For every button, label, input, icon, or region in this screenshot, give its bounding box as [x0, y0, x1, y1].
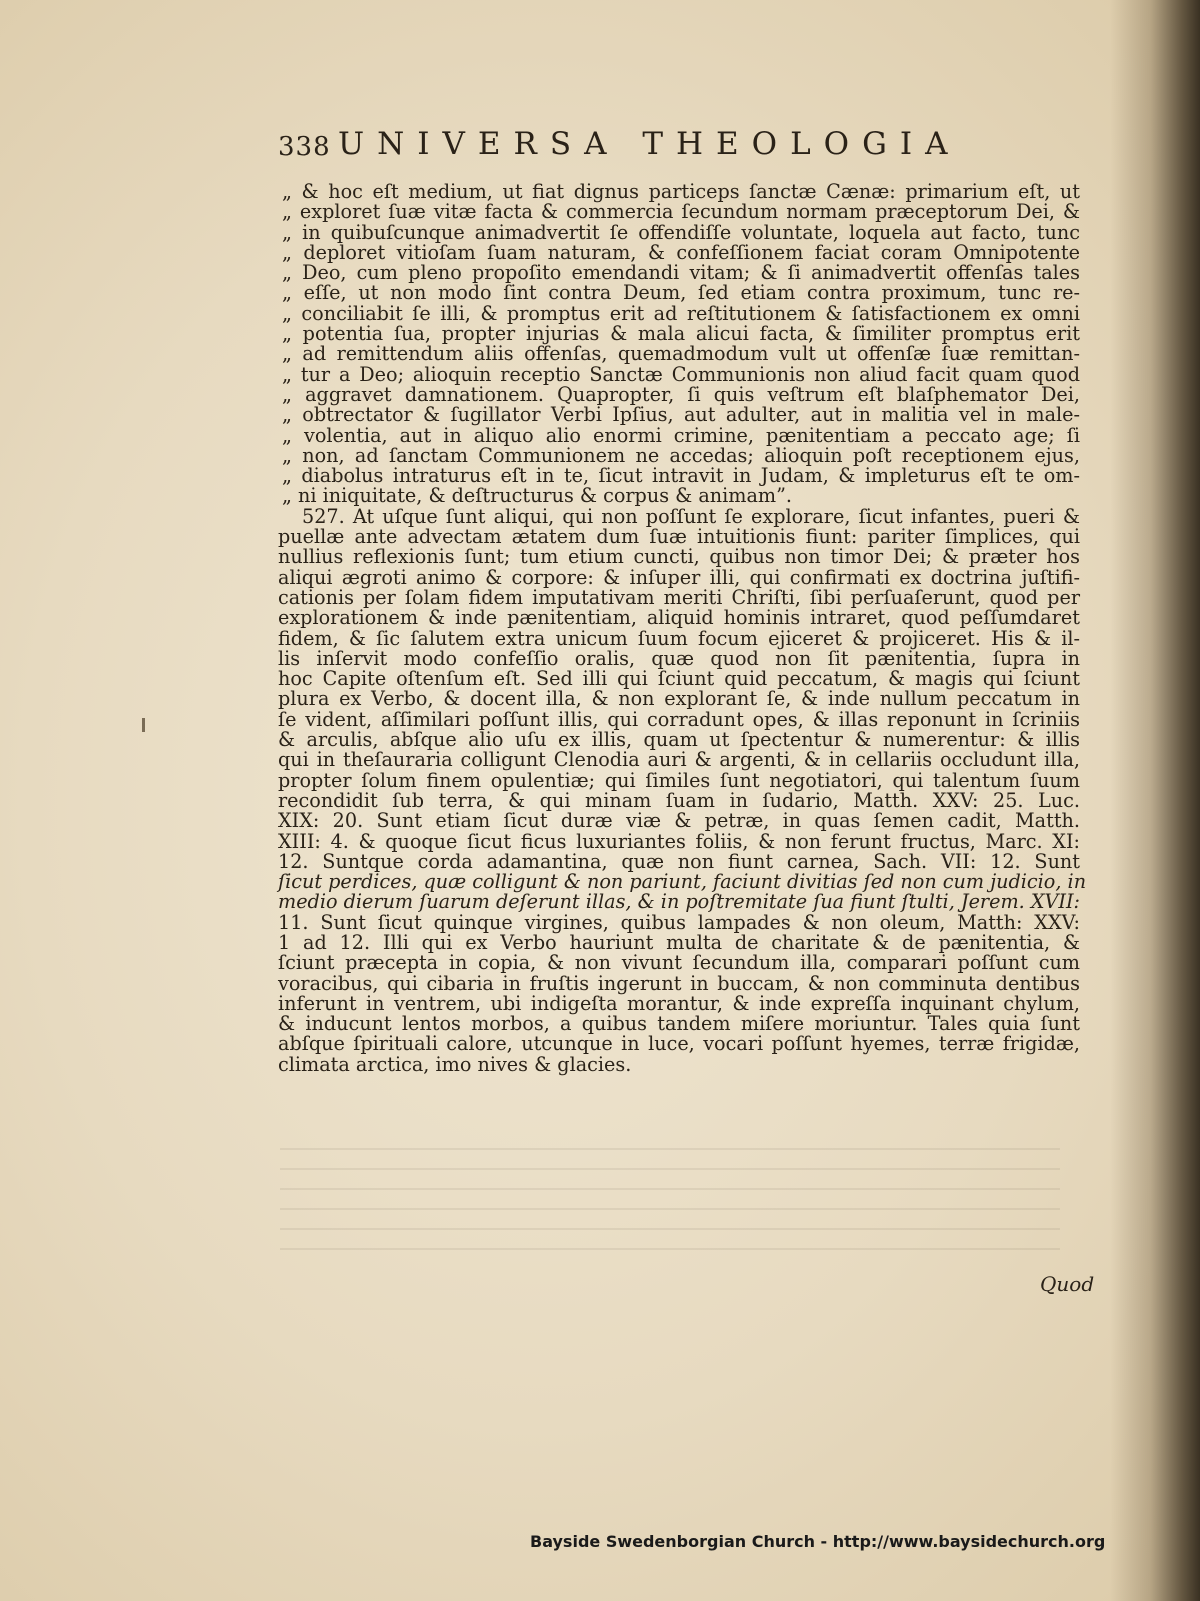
text-line: „ diabolus intraturus eſt in te, ſicut intravit in Judam, & impleturus eſt te om- [282, 464, 1080, 488]
text-line: 1 ad 12. Illi qui ex Verbo hauriunt multa de charitate & de pænitentia, & [278, 930, 1080, 954]
text-line: 12. Suntque corda adamantina, quæ non fiunt carnea, Sach. VII: 12. Sunt [278, 849, 1080, 873]
text-line: qui in theſauraria colligunt Clenodia auri & argenti, & in cellariis occludunt illa, [278, 748, 1080, 772]
spine-shadow [1110, 0, 1200, 1601]
text-line: „ ni iniquitate, & deſtructurus & corpus & animam”. [282, 484, 792, 508]
running-title: UNIVERSA THEOLOGIA [338, 126, 961, 162]
text-line: puellæ ante advectam ætatem dum ſuæ intuitionis fiunt: pariter ſimplices, qui [278, 525, 1080, 549]
text-line: aliqui ægroti animo & corpore: & inſuper illi, qui confirmati ex doctrina juſtifi- [278, 565, 1080, 589]
text-line: ſciunt præcepta in copia, & non vivunt ſecundum illa, comparari poſſunt cum [278, 951, 1080, 975]
text-line: 11. Sunt ſicut quinque virgines, quibus lampades & non oleum, Matth: XXV: [278, 910, 1080, 934]
page-number: 338 [278, 132, 331, 162]
text-line: „ obtrectator & ſugillator Verbi Ipſius, aut adulter, aut in malitia vel in male- [282, 403, 1080, 427]
text-line: medio dierum ſuarum deſerunt illas, & in poſtremitate ſua fiunt ſtulti, Jerem. XVII: [278, 890, 1080, 914]
text-line: XIX: 20. Sunt etiam ſicut duræ viæ & petræ, in quas ſemen cadit, Matth. [278, 809, 1080, 833]
text-line: & inducunt lentos morbos, a quibus tandem miſere moriuntur. Tales quia ſunt [278, 1012, 1080, 1036]
text-line: plura ex Verbo, & docent illa, & non explorant ſe, & inde nullum peccatum in [278, 687, 1080, 711]
text-line: 527. At uſque ſunt aliqui, qui non poſſunt ſe explorare, ſicut infantes, pueri & [302, 504, 1080, 528]
text-line: recondidit ſub terra, & qui minam ſuam in ſudario, Matth. XXV: 25. Luc. [278, 788, 1080, 812]
text-line: „ potentia ſua, propter injurias & mala alicui facta, & ſimiliter promptus erit [282, 322, 1080, 346]
text-line: „ eſſe, ut non modo ſint contra Deum, ſed etiam contra proximum, tunc re- [282, 281, 1080, 305]
text-line: propter ſolum finem opulentiæ; qui ſimiles ſunt negotiatori, qui talentum ſuum [278, 768, 1080, 792]
watermark-text: Bayside Swedenborgian Church - http://www.baysidechurch.org [530, 1532, 1106, 1551]
bleed-through [280, 1148, 1060, 1268]
body-text [278, 180, 1087, 1076]
text-line: hoc Capite oſtenſum eſt. Sed illi qui ſciunt quid peccatum, & magis qui ſciunt [278, 667, 1080, 691]
text-line: „ non, ad ſanctam Communionem ne accedas; alioquin poſt receptionem ejus, [282, 443, 1080, 467]
margin-mark [142, 718, 145, 732]
text-line: „ in quibuſcunque animadvertit ſe offendiſſe voluntate, loquela aut facto, tunc [282, 220, 1080, 244]
page-header [278, 124, 998, 164]
text-line: „ deploret vitioſam ſuam naturam, & confeſſionem faciat coram Omnipotente [282, 240, 1080, 264]
text-line: lis inſervit modo confeſſio oralis, quæ quod non ſit pænitentia, ſupra in [278, 646, 1080, 670]
text-line: nullius reflexionis ſunt; tum etium cuncti, quibus non timor Dei; & præter hos [278, 545, 1080, 569]
text-line: „ aggravet damnationem. Quapropter, ſi quis veſtrum eſt blaſphemator Dei, [282, 382, 1080, 406]
catchword: Quod [1040, 1272, 1095, 1296]
text-line: inferunt in ventrem, ubi indigeſta morantur, & inde expreſſa inquinant chylum, [278, 991, 1080, 1015]
text-line: „ tur a Deo; alioquin receptio Sanctæ Communionis non aliud facit quam quod [282, 362, 1080, 386]
text-line: & arculis, abſque alio uſu ex illis, quam ut ſpectentur & numerentur: & illis [278, 728, 1080, 752]
text-line: „ ad remittendum aliis offenſas, quemadmodum vult ut offenſæ ſuæ remittan- [282, 342, 1080, 366]
text-line: XIII: 4. & quoque ſicut ficus luxuriantes foliis, & non ferunt fructus, Marc. XI: [278, 829, 1080, 853]
text-line: ſicut perdices, quæ colligunt & non pariunt, faciunt divitias ſed non cum judicio, in [278, 870, 1087, 894]
text-line: „ conciliabit ſe illi, & promptus erit ad reſtitutionem & ſatisfactionem ex omni [282, 301, 1080, 325]
text-line: „ exploret ſuæ vitæ facta & commercia ſecundum normam præceptorum Dei, & [282, 200, 1080, 224]
text-line: „ & hoc eſt medium, ut fiat dignus particeps ſanctæ Cænæ: primarium eſt, ut [282, 180, 1080, 203]
text-line: climata arctica, imo nives & glacies. [278, 1052, 632, 1076]
text-line: voracibus, qui cibaria in fruſtis ingerunt in buccam, & non comminuta dentibus [278, 971, 1080, 995]
text-line: „ volentia, aut in aliquo alio enormi crimine, pænitentiam a peccato age; ſi [282, 423, 1080, 447]
text-line: ſe vident, aſſimilari poſſunt illis, qui corradunt opes, & illas reponunt in ſcriniis [278, 707, 1080, 731]
text-line: cationis per ſolam fidem imputativam meriti Chriſti, ſibi perſuaſerunt, quod per [278, 585, 1080, 609]
text-line: explorationem & inde pænitentiam, aliquid hominis intraret, quod peſſumdaret [278, 606, 1080, 630]
text-line: fidem, & ſic ſalutem extra unicum ſuum focum ejiceret & projiceret. His & il- [278, 626, 1080, 650]
text-line: abſque ſpirituali calore, utcunque in luce, vocari poſſunt hyemes, terræ frigidæ, [278, 1032, 1080, 1056]
text-line: „ Deo, cum pleno propoſito emendandi vitam; & ſi animadvertit offenſas tales [282, 261, 1080, 285]
